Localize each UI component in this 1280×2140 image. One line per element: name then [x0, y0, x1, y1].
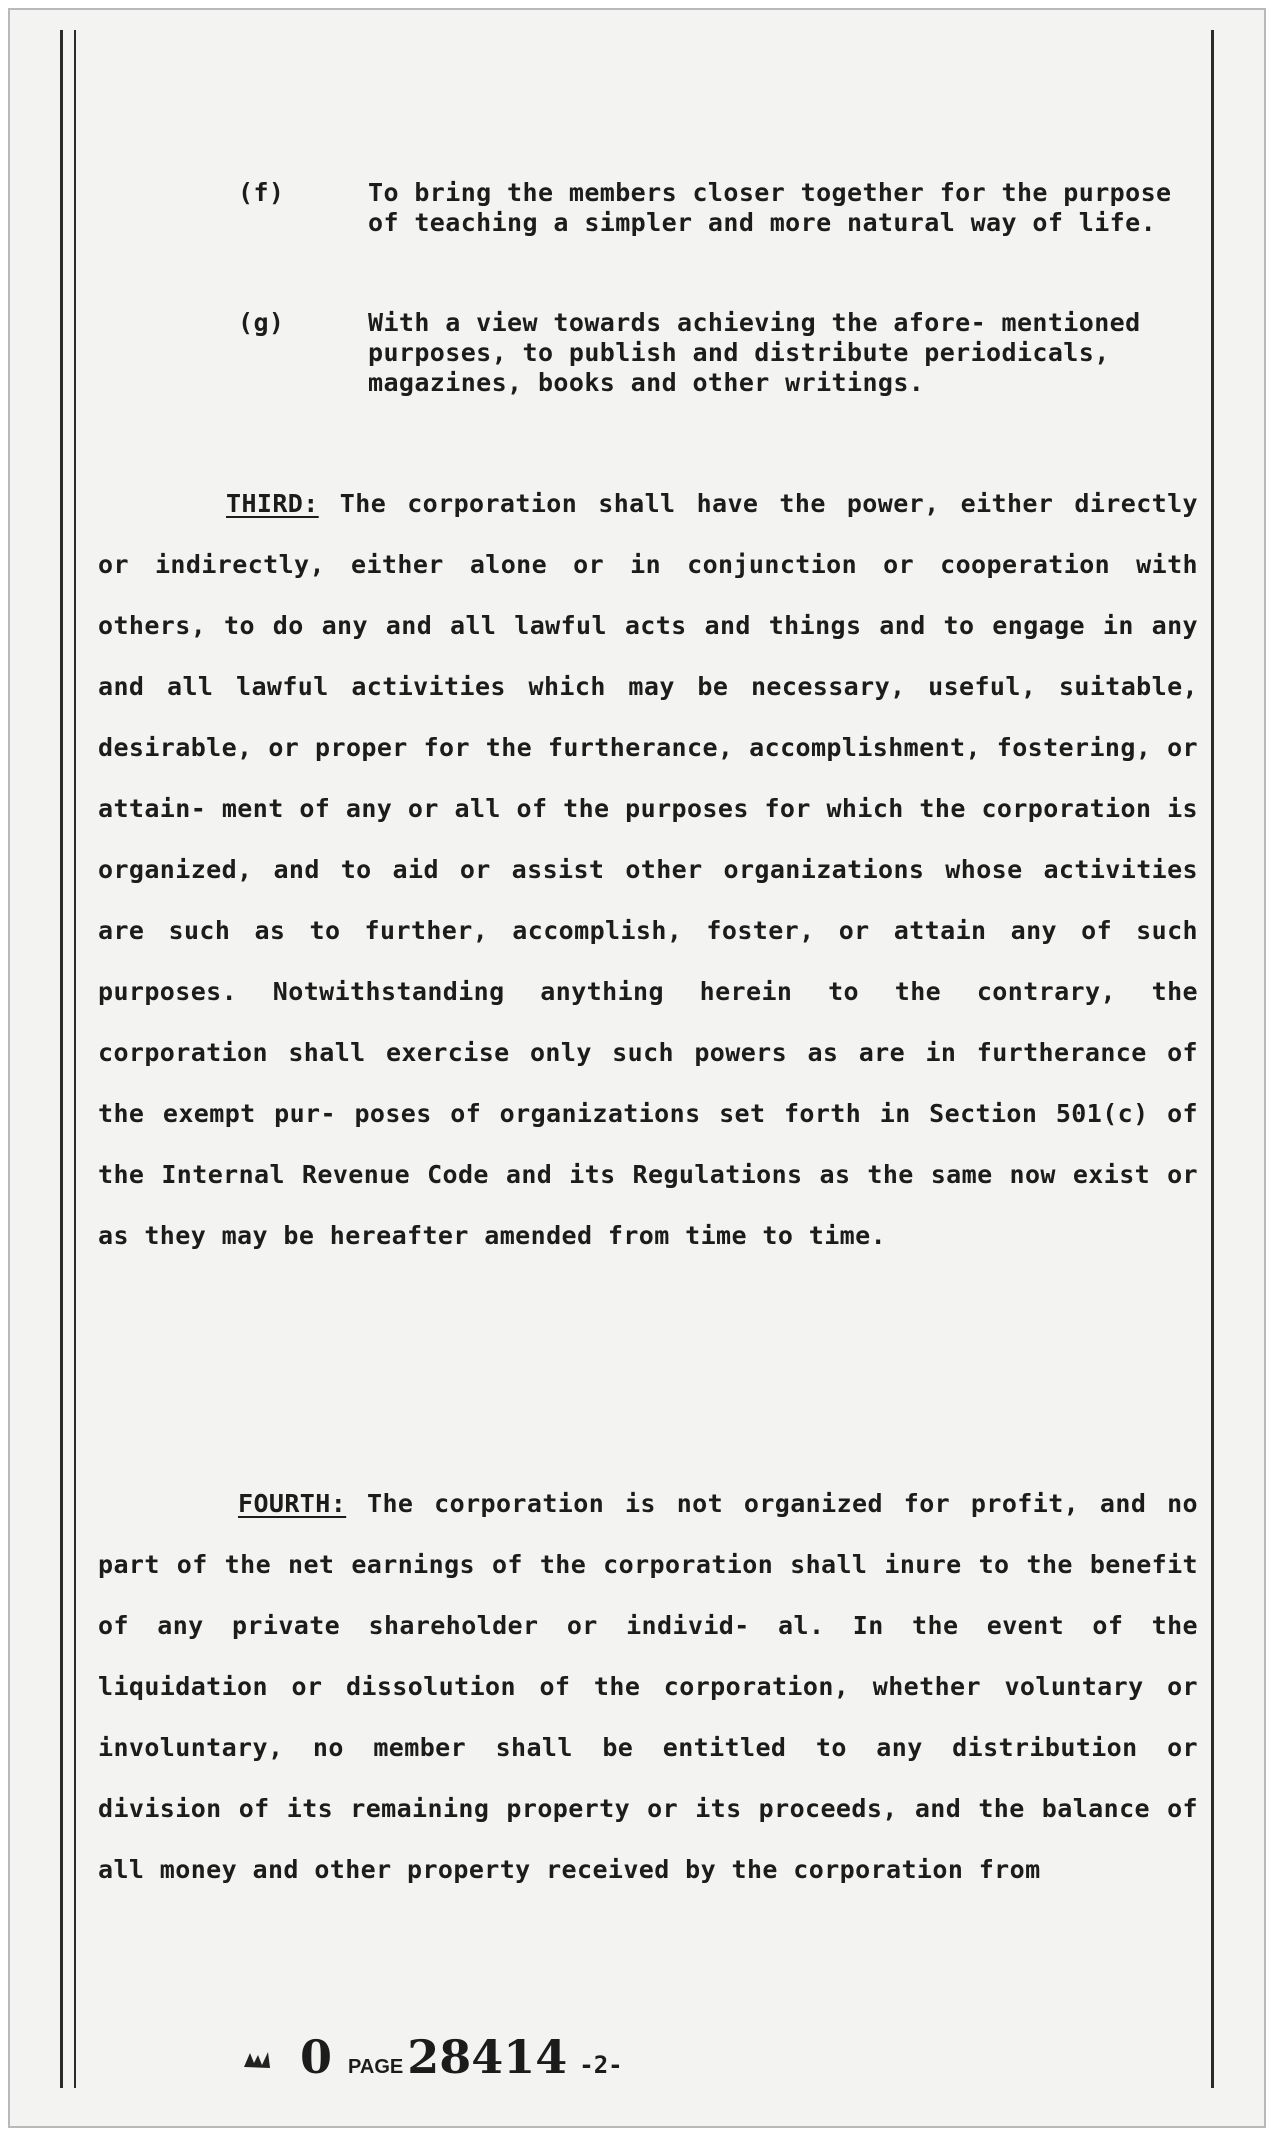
- article-third: [98, 473, 1198, 1266]
- recorded-page-number: 28414: [407, 2030, 568, 2084]
- clause-text: To bring the members closer together for the purpose of teaching a simpler and more natural way of life.: [368, 178, 1172, 237]
- document-page-index: -2-: [579, 2051, 623, 2079]
- clause-text: With a view towards achieving the afore- mentioned purposes, to publish and distribute periodicals, magazines, books and other writings.: [368, 308, 1141, 397]
- document-page: [8, 8, 1266, 2128]
- clause-marker: (g): [238, 308, 285, 337]
- article-heading: FOURTH:: [238, 1489, 347, 1518]
- recording-footer: [242, 2030, 623, 2084]
- clause-g: [238, 308, 1198, 398]
- clause-f: [238, 178, 1198, 238]
- book-number: 0: [300, 2030, 333, 2084]
- article-fourth: [98, 1473, 1198, 1900]
- article-heading: THIRD:: [226, 489, 319, 518]
- article-text: The corporation shall have the power, either directly or indirectly, either alone or in conjunction or cooperation with others, to do any and all lawful acts and things and to engage in any and all lawful activities which may be necessary, useful, suitable, desirable, or proper for the furtherance, accomplishment, fostering, or attain- ment of any or all of the purposes for which the corporation is organized, and to aid or assist other organizations whose activities are such as to further, accomplish, foster, or attain any of such purposes. Notwithstanding anything herein to the contrary, the corporation shall exercise only such powers as are in furtherance of the exempt pur- poses of organizations set forth in Section 501(c) of the Internal Revenue Code and its Regulations as the same now exist or as they may be hereafter amended from time to time.: [98, 489, 1199, 1250]
- page-label: PAGE: [348, 2056, 404, 2078]
- recorder-stamp-icon: [242, 2049, 272, 2071]
- article-text: The corporation is not organized for profit, and no part of the net earnings of the corporation shall inure to the benefit of any private shareholder or individ- al. In the event of the liquidation or dissolution of the corporation, whether voluntary or involuntary, no member shall be entitled to any distribution or division of its remaining property or its proceeds, and the balance of all money and other property received by the corporation from: [98, 1489, 1199, 1884]
- document-body: [10, 10, 1264, 2126]
- clause-marker: (f): [238, 178, 285, 207]
